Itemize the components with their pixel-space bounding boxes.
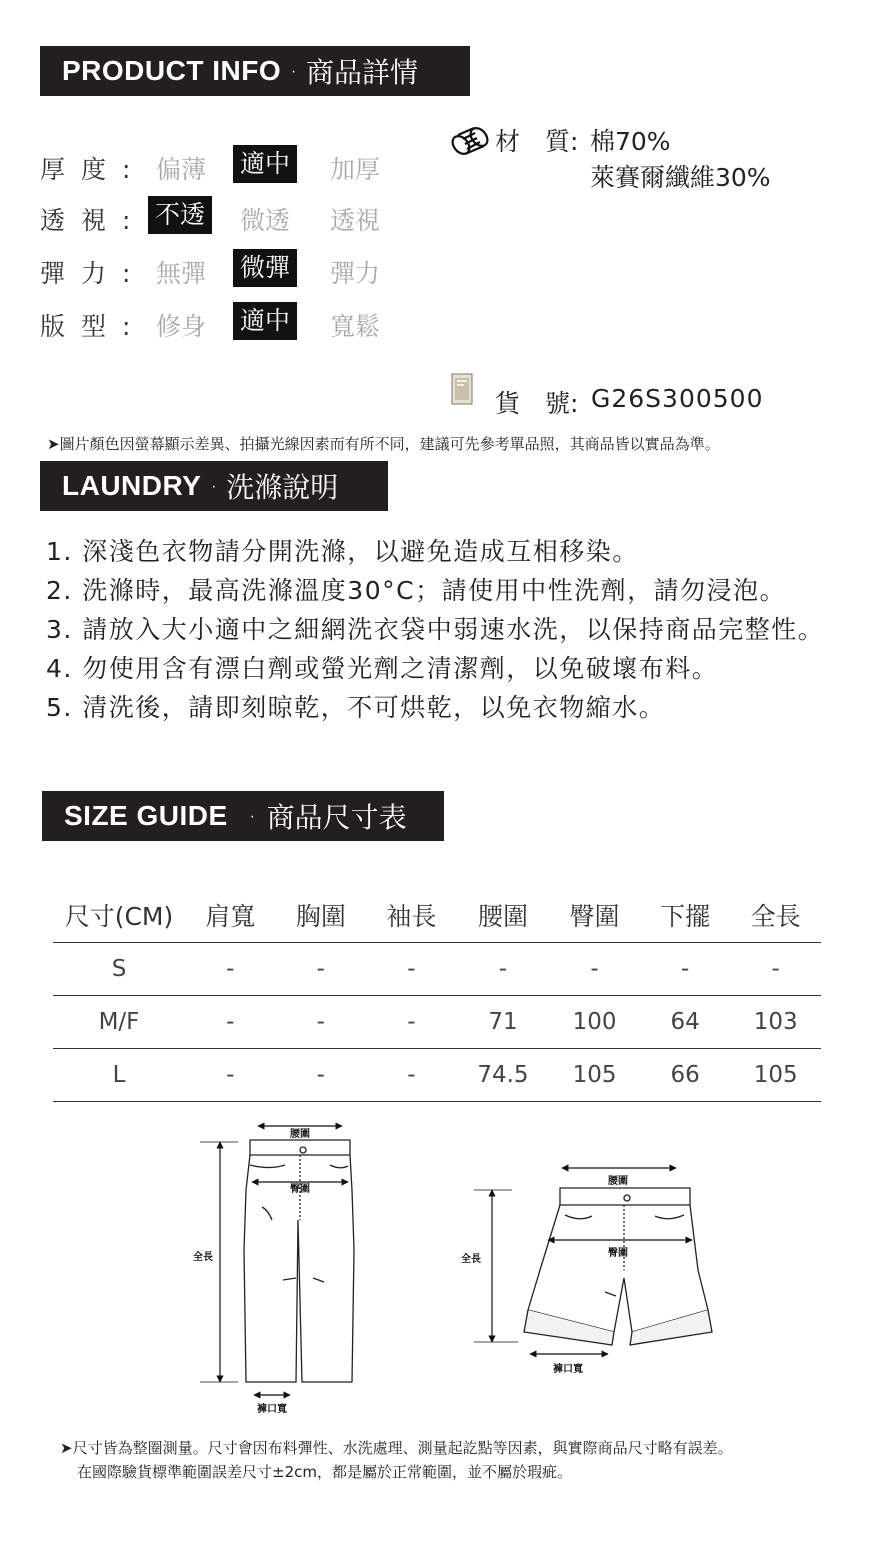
laundry-header-zh: 洗滌說明 xyxy=(226,471,339,504)
attribute-label: 厚度: xyxy=(40,155,147,184)
shorts-hem-label: 褲口寬 xyxy=(553,1364,583,1375)
tag-icon xyxy=(449,372,481,408)
material-value-2: 萊賽爾纖維30% xyxy=(590,163,771,192)
thread-spool-icon xyxy=(449,125,491,159)
laundry-item: 5. 清洗後，請即刻晾乾，不可烘乾，以免衣物縮水。 xyxy=(46,693,666,722)
material-label: 材 質: xyxy=(495,127,579,156)
pants-length-label: 全長 xyxy=(193,1252,213,1263)
laundry-item: 2. 洗滌時，最高洗滌溫度30°C；請使用中性洗劑，請勿浸泡。 xyxy=(46,576,787,605)
column-header: 袖長 xyxy=(386,902,437,931)
pants-illustration xyxy=(244,1140,354,1382)
table-cell: L xyxy=(53,1049,185,1102)
attribute-option: 加厚 xyxy=(330,155,381,184)
size-note-2: 在國際驗貨標準範圍誤差尺寸±2cm，都是屬於正常範圍，並不屬於瑕疵。 xyxy=(77,1463,572,1481)
column-header: 肩寬 xyxy=(205,902,256,931)
shorts-hip-label: 臀圍 xyxy=(608,1248,628,1259)
table-row xyxy=(53,1049,821,1102)
column-header: 下擺 xyxy=(660,902,711,931)
measurement-diagram xyxy=(0,1110,875,1420)
table-cell: - xyxy=(640,943,731,996)
table-cell: - xyxy=(185,1049,276,1102)
shorts-length-label: 全長 xyxy=(461,1254,481,1265)
attribute-label: 版型: xyxy=(40,312,147,341)
attribute-option: 透視 xyxy=(330,206,381,235)
attribute-option-selected: 不透 xyxy=(148,196,212,234)
color-disclaimer: ➤圖片顏色因螢幕顯示差異、拍攝光線因素而有所不同，建議可先參考單品照，其商品皆以實品為準。 xyxy=(47,435,720,453)
size-note-1: ➤尺寸皆為整圈測量。尺寸會因布料彈性、水洗處理、測量起訖點等因素，與實際商品尺寸略有誤差。 xyxy=(60,1439,733,1457)
table-cell: - xyxy=(276,996,367,1049)
product-info-header-en: PRODUCT INFO xyxy=(62,55,282,86)
table-cell: - xyxy=(366,996,457,1049)
table-cell: S xyxy=(53,943,185,996)
laundry-item: 3. 請放入大小適中之細網洗衣袋中弱速水洗，以保持商品完整性。 xyxy=(46,615,825,644)
pants-measure-lines xyxy=(200,1126,348,1395)
column-header: 全長 xyxy=(750,902,801,931)
product-info-header-zh: 商品詳情 xyxy=(306,56,419,89)
column-header: 胸圍 xyxy=(295,902,346,931)
attribute-label: 透視: xyxy=(40,206,147,235)
size-guide-header-en: SIZE GUIDE xyxy=(64,800,228,831)
laundry-header xyxy=(40,461,388,511)
size-guide-header-zh: 商品尺寸表 xyxy=(266,801,407,834)
header-separator: · xyxy=(209,469,219,503)
table-cell: - xyxy=(276,943,367,996)
header-separator: · xyxy=(247,799,257,833)
size-table xyxy=(53,888,821,1102)
attribute-option: 無彈 xyxy=(156,259,207,288)
column-header: 臀圍 xyxy=(569,902,620,931)
item-number-value: G26S300500 xyxy=(591,384,764,413)
product-info-header xyxy=(40,46,470,96)
table-cell: 71 xyxy=(457,996,550,1049)
pants-waist-label: 腰圍 xyxy=(290,1129,310,1140)
attribute-label: 彈力: xyxy=(40,259,147,288)
table-cell: - xyxy=(276,1049,367,1102)
table-cell: 100 xyxy=(549,996,640,1049)
item-number-label: 貨 號: xyxy=(495,389,579,418)
size-table-header-row xyxy=(53,888,821,943)
attribute-option: 寬鬆 xyxy=(330,312,381,341)
table-cell: 66 xyxy=(640,1049,731,1102)
laundry-item: 1. 深淺色衣物請分開洗滌，以避免造成互相移染。 xyxy=(46,537,639,566)
pants-hip-label: 臀圍 xyxy=(290,1184,310,1195)
laundry-item: 4. 勿使用含有漂白劑或螢光劑之清潔劑，以免破壞布料。 xyxy=(46,654,719,683)
table-cell: - xyxy=(185,996,276,1049)
shorts-waist-label: 腰圍 xyxy=(608,1176,628,1187)
size-guide-header xyxy=(42,791,444,841)
table-cell: 74.5 xyxy=(457,1049,550,1102)
table-cell: - xyxy=(185,943,276,996)
table-cell: 105 xyxy=(549,1049,640,1102)
table-cell: 103 xyxy=(730,996,821,1049)
attribute-option: 彈力 xyxy=(330,259,381,288)
attribute-option: 微透 xyxy=(240,206,291,235)
table-cell: - xyxy=(457,943,550,996)
shorts-illustration xyxy=(524,1188,712,1345)
table-cell: M/F xyxy=(53,996,185,1049)
laundry-header-en: LAUNDRY xyxy=(62,470,202,501)
table-row xyxy=(53,943,821,996)
material-value-1: 棉70% xyxy=(590,127,671,156)
attribute-option-selected: 適中 xyxy=(233,145,297,183)
header-separator: · xyxy=(289,54,299,88)
table-cell: - xyxy=(366,943,457,996)
attribute-option: 偏薄 xyxy=(156,155,207,184)
attribute-option: 修身 xyxy=(156,312,207,341)
table-cell: 105 xyxy=(730,1049,821,1102)
attribute-option-selected: 適中 xyxy=(233,302,297,340)
table-row xyxy=(53,996,821,1049)
table-cell: 64 xyxy=(640,996,731,1049)
attribute-option-selected: 微彈 xyxy=(233,249,297,287)
table-cell: - xyxy=(549,943,640,996)
laundry-instructions xyxy=(46,532,824,727)
column-header: 尺寸(CM) xyxy=(64,902,174,931)
pants-hem-label: 褲口寬 xyxy=(257,1404,287,1415)
table-cell: - xyxy=(730,943,821,996)
column-header: 腰圍 xyxy=(477,902,528,931)
table-cell: - xyxy=(366,1049,457,1102)
